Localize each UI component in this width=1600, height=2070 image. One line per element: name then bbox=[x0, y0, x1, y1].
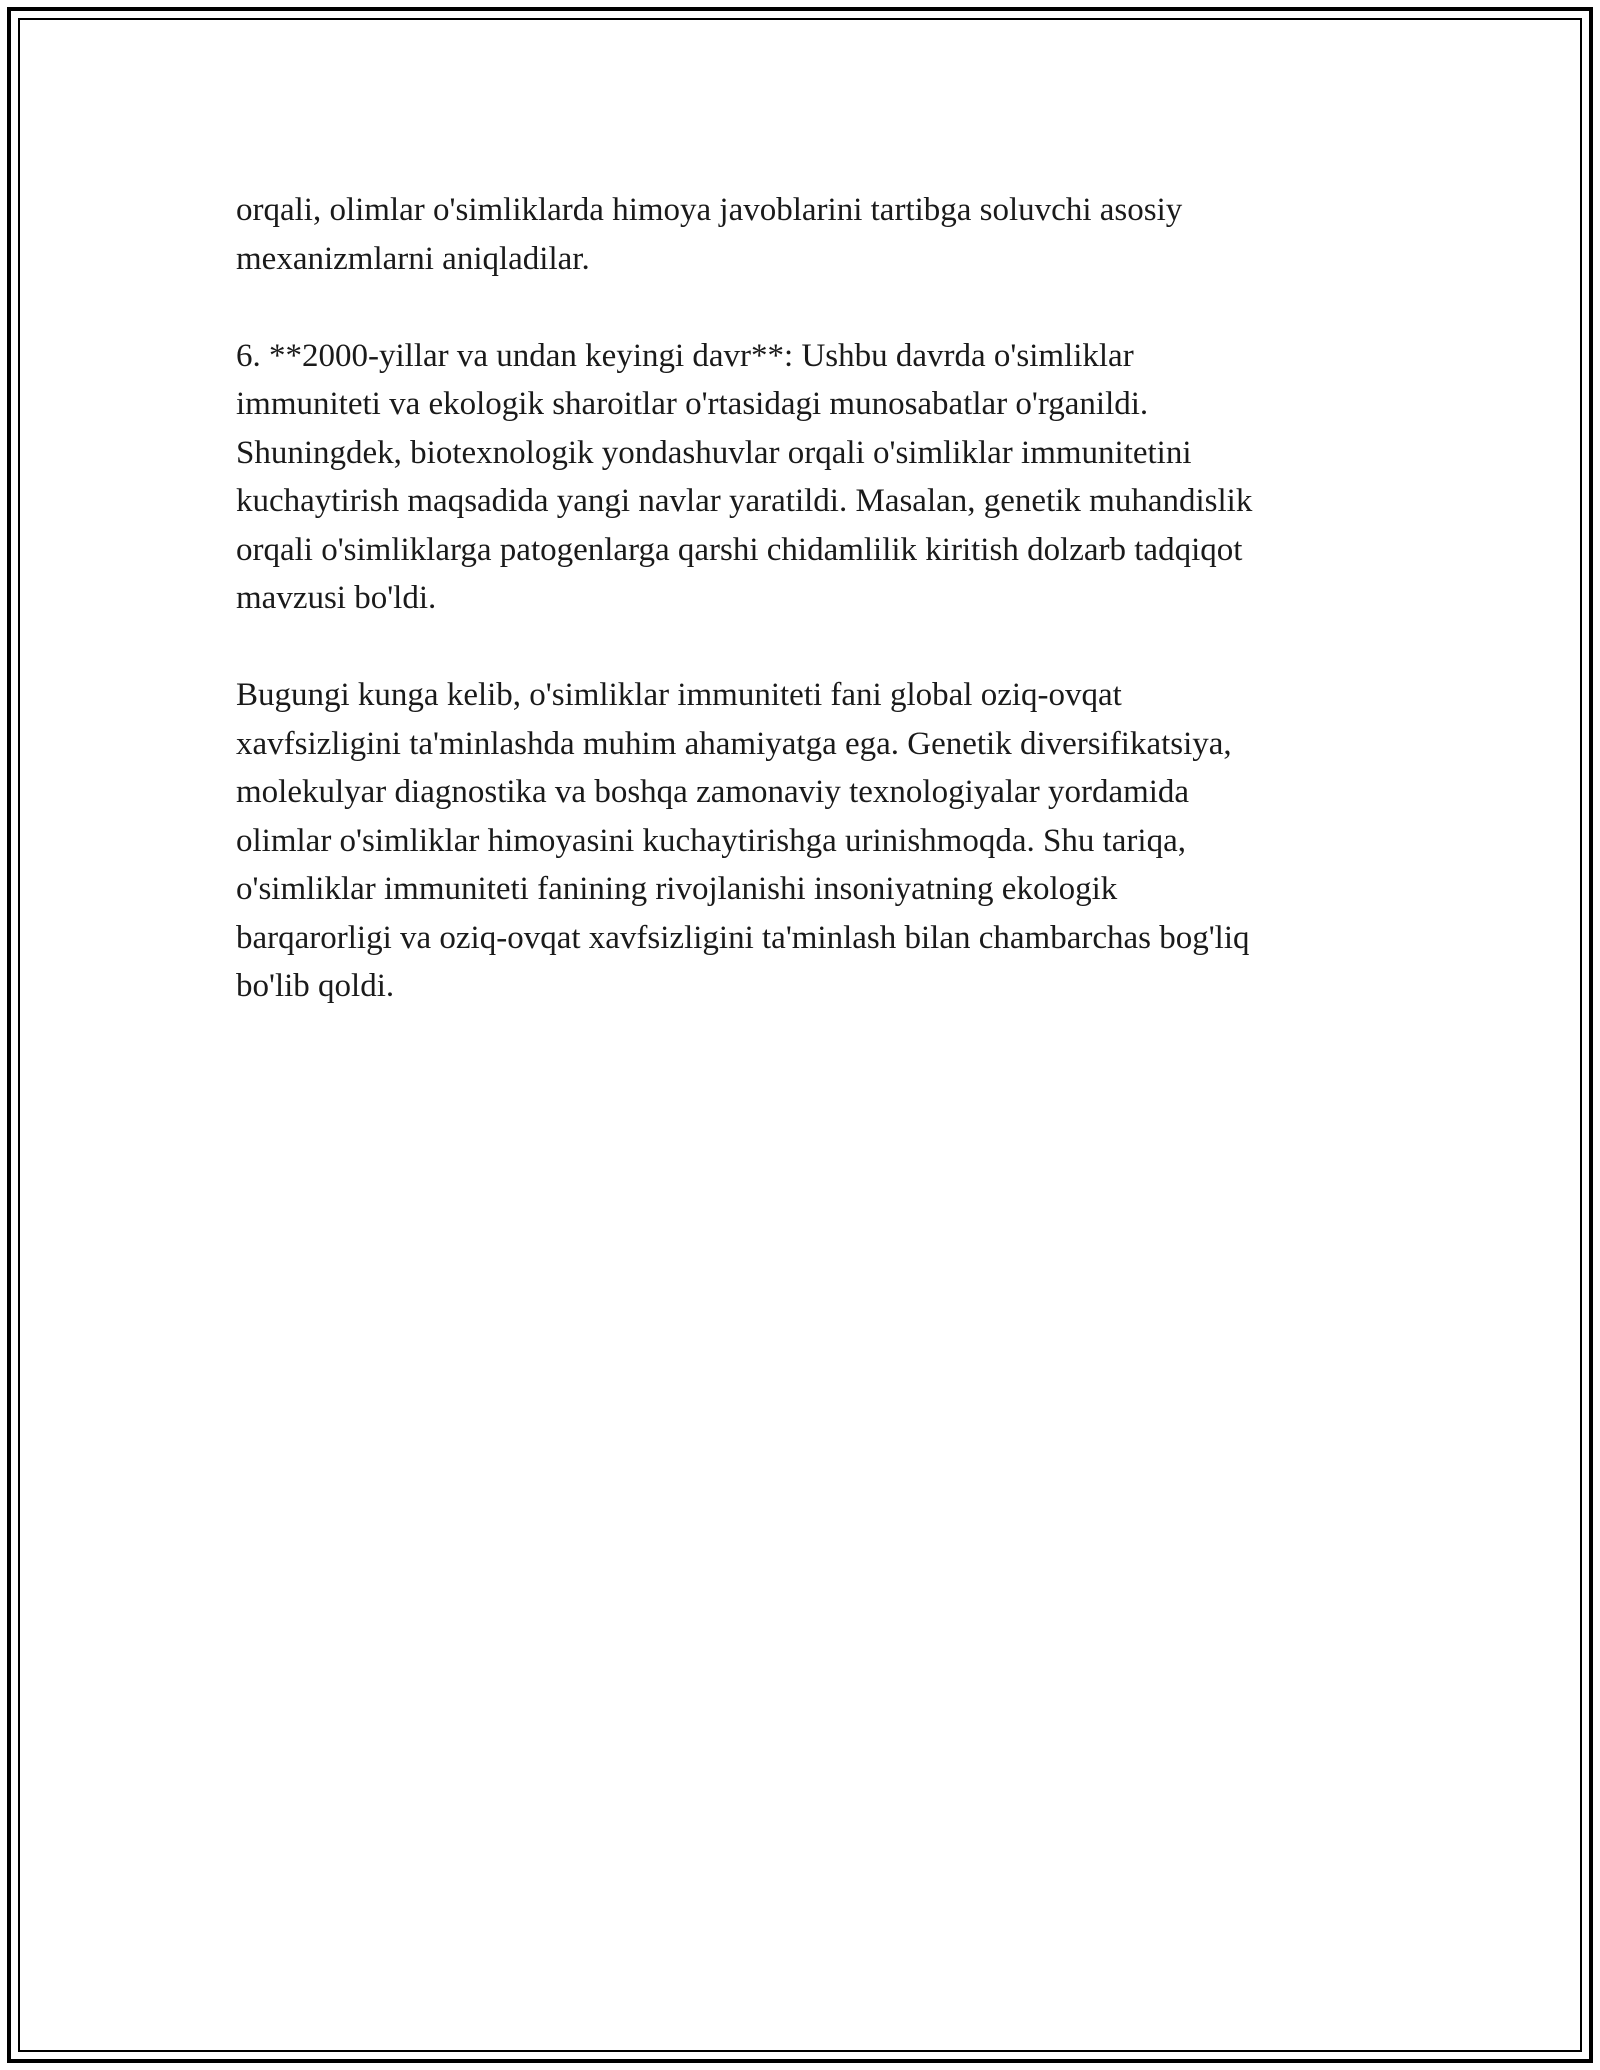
paragraph-continuation: orqali, olimlar o'simliklarda himoya javoblarini tartibga soluvchi asosiy mexanizmlarni aniqladilar. bbox=[236, 192, 1183, 277]
document-body bbox=[236, 186, 1386, 1059]
paragraph-conclusion: Bugungi kunga kelib, o'simliklar immuniteti fani global oziq-ovqat xavfsizligini ta'minlashda muhim ahamiyatga ega. Genetik diversifikatsiya, molekulyar diagnostika va boshqa zamonaviy texnologiyalar yordamida olimlar o'simliklar himoyasini kuchaytirishga urinishmoqda. Shu tariqa, o'simliklar immuniteti fanining rivojlanishi insoniyatning ekologik barqarorligi va oziq-ovqat xavfsizligini ta'minlash bilan chambarchas bog'liq bo'lib qoldi. bbox=[236, 677, 1250, 1004]
paragraph-item-6: 6. **2000-yillar va undan keyingi davr**: Ushbu davrda o'simliklar immuniteti va ekologik sharoitlar o'rtasidagi munosabatlar o'rganildi. Shuningdek, biotexnologik yondashuvlar orqali o'simliklar immunitetini kuchaytirish maqsadida yangi navlar yaratildi. Masalan, genetik muhandislik orqali o'simliklarga patogenlarga qarshi chidamlilik kiritish dolzarb tadqiqot mavzusi bo'ldi. bbox=[236, 337, 1253, 616]
